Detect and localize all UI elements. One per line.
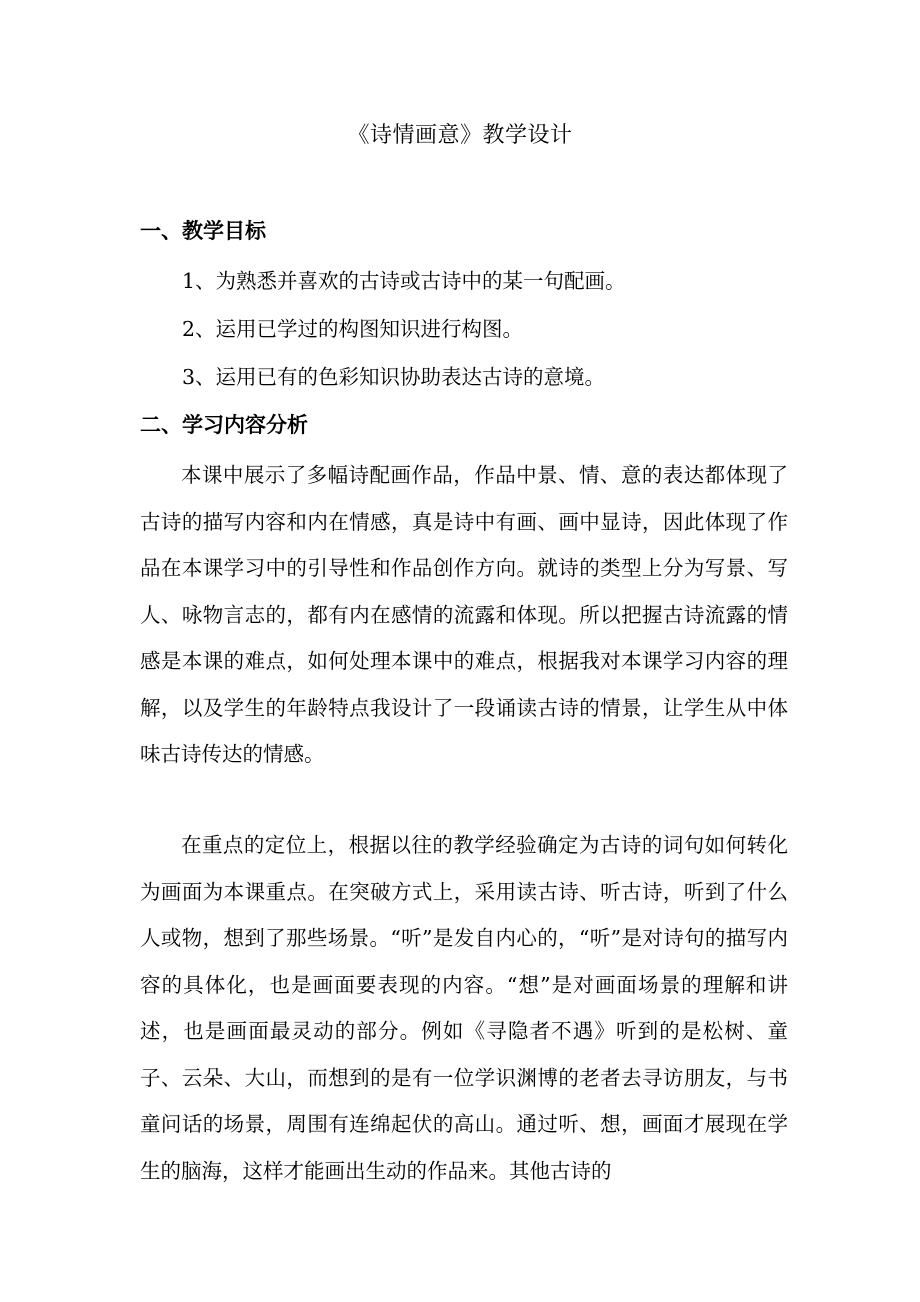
analysis-paragraph-2: 在重点的定位上，根据以往的教学经验确定为古诗的词句如何转化为画面为本课重点。在突破方式上，采用读古诗、听古诗，听到了什么人或物，想到了那些场景。“听”是发自内心的，“听”是对诗句的描写内容的具体化，也是画面要表现的内容。“想”是对画面场景的理解和讲述，也是画面最灵动的部分。例如《寻隐者不遇》听到的是松树、童子、云朵、大山，而想到的是有一位学识渊博的老者去寻访朋友，与书童问话的场景，周围有连绵起伏的高山。通过听、想，画面才展现在学生的脑海，这样才能画出生动的作品来。其他古诗的 (140, 833, 788, 1183)
analysis-paragraph-1: 本课中展示了多幅诗配画作品，作品中景、情、意的表达都体现了古诗的描写内容和内在情感，真是诗中有画、画中显诗，因此体现了作品在本课学习中的引导性和作品创作方向。就诗的类型上分为写景、写人、咏物言志的，都有内在感情的流露和体现。所以把握古诗流露的情感是本课的难点，如何处理本课中的难点，根据我对本课学习内容的理解，以及学生的年龄特点我设计了一段诵读古诗的情景，让学生从中体味古诗传达的情感。 (140, 463, 788, 766)
section-heading-content-analysis: 二、学习内容分析 (140, 413, 308, 437)
document-title: 《诗情画意》教学设计 (347, 123, 573, 148)
goal-item-1: 1、为熟悉并喜欢的古诗或古诗中的某一句配画。 (182, 269, 626, 293)
section-heading-teaching-goals: 一、教学目标 (140, 219, 266, 243)
goal-item-2: 2、运用已学过的构图知识进行构图。 (182, 317, 524, 341)
goal-item-3: 3、运用已有的色彩知识协助表达古诗的意境。 (182, 365, 606, 389)
